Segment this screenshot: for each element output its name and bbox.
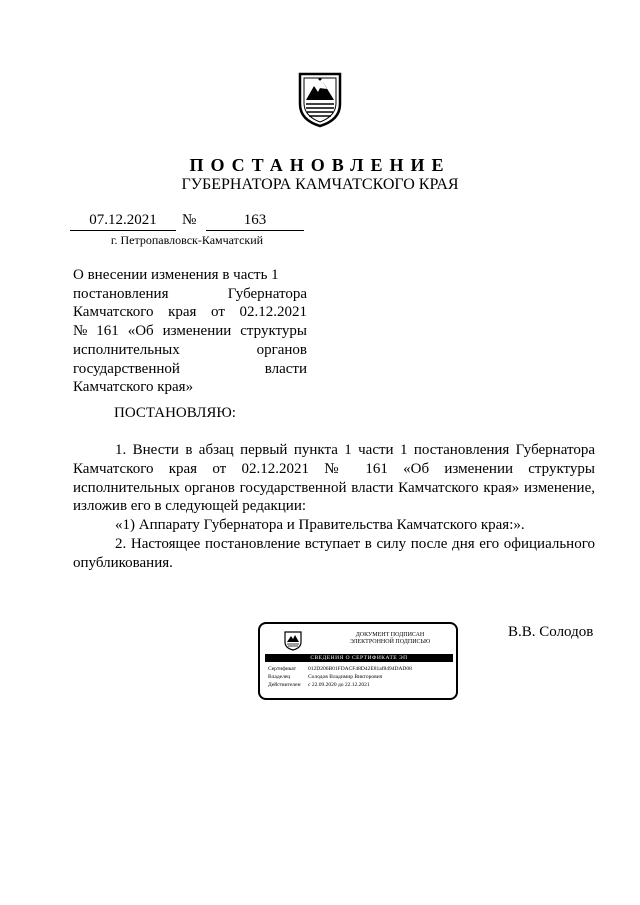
subject-word: исполнительных (73, 341, 180, 358)
document-body (73, 441, 595, 573)
subject-word: органов (256, 341, 307, 358)
body-line: Камчатского края от 02.12.2021 № 161 «Об изменении структуры (73, 460, 595, 477)
subject-line (73, 285, 307, 304)
stamp-title: ДОКУМЕНТ ПОДПИСАН ЭЛЕКТРОННОЙ ПОДПИСЬЮ (349, 632, 431, 645)
subject-word: 161 (96, 323, 119, 340)
subject-word: постановления (73, 285, 169, 302)
body-line: 2. Настоящее постановление вступает в силу после дня его официального (115, 535, 595, 552)
subject-word: власти (264, 360, 307, 377)
subject-word: от (211, 304, 225, 321)
subject-line (73, 360, 307, 379)
stamp-owner-row: Владелец Солодов Владимир Викторович (268, 674, 383, 680)
document-title: ПОСТАНОВЛЕНИЕ (189, 155, 451, 175)
coat-of-arms-icon (296, 70, 344, 128)
document-city: г. Петропавловск-Камчатский (110, 233, 264, 247)
subject-word: «Об (127, 323, 154, 340)
subject-word: Камчатского (73, 304, 154, 321)
stamp-certificate-header: СВЕДЕНИЯ О СЕРТИФИКАТЕ ЭП (265, 654, 453, 662)
signer-name: В.В. Солодов (508, 624, 594, 640)
body-line: 1. Внести в абзац первый пункта 1 части 1 постановления Губернатора (115, 442, 595, 458)
coat-of-arms-icon (282, 631, 304, 651)
subject-line (73, 322, 307, 341)
subject-word: края (168, 304, 197, 321)
document-subtitle: ГУБЕРНАТОРА КАМЧАТСКОГО КРАЯ (181, 176, 459, 193)
document-subject (73, 266, 307, 397)
subject-word: № (73, 323, 88, 340)
subject-word: изменении (162, 323, 232, 340)
stamp-validity-row: Действителен с 22.09.2020 до 22.12.2021 (268, 682, 370, 688)
decree-word: ПОСТАНОВЛЯЮ: (114, 405, 236, 421)
subject-line (73, 303, 307, 322)
subject-word: 02.12.2021 (239, 304, 307, 321)
number-sign: № (182, 212, 197, 228)
electronic-signature-stamp (258, 622, 458, 700)
subject-word: Губернатора (227, 285, 307, 302)
stamp-certificate-row: Сертификат 012D206B01FDACF48D42E81af8494DAD08 (268, 666, 412, 672)
document-number: 163 (206, 212, 304, 231)
subject-word: государственной (73, 360, 180, 377)
document-date: 07.12.2021 (70, 212, 176, 231)
body-line: изложив его в следующей редакции: (73, 498, 307, 515)
body-line: «1) Аппарату Губернатора и Правительства Камчатского края:». (115, 517, 525, 534)
subject-line (73, 341, 307, 360)
subject-line: О внесении изменения в часть 1 (73, 267, 279, 283)
body-line: исполнительных органов государственной власти Камчатского края» изменение, (73, 479, 595, 496)
subject-line: Камчатского края» (73, 379, 194, 396)
subject-word: структуры (240, 323, 307, 340)
body-line: опубликования. (73, 554, 173, 571)
